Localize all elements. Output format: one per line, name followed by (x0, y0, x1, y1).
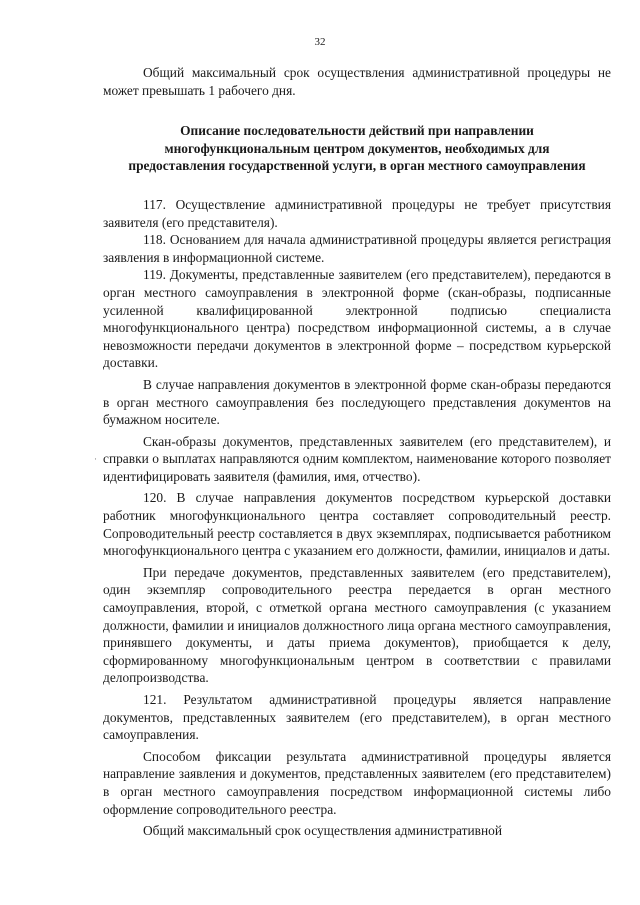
paragraph-transfer: При передаче документов, представленных заявителем (его представителем), один экземпляр сопроводительного реестра передается в орган местного самоуправления, второй, с отметкой органа местного самоуправления (с указанием должности, фамилии и инициалов должностного лица органа местного самоуправления, принявшего документы, и даты приема документов), приобщается к делу, сформированному многофункциональным центром в соответствии с правилами делопроизводства. (103, 564, 611, 686)
paragraph-electronic-form: В случае направления документов в электронной форме скан-образы передаются в орган местного самоуправления без последующего представления документов на бумажном носителе. (103, 376, 611, 428)
paragraph-intro: Общий максимальный срок осуществления административной процедуры не может превышать 1 рабочего дня. (103, 65, 611, 98)
paragraph-fixation-method: Способом фиксации результата административной процедуры является направление заявления и документов, представленных заявителем (его представителем) в орган местного самоуправления посредством информационной системы либо оформление сопроводительного реестра. (103, 748, 611, 817)
paragraph-119: 119. Документы, представленные заявителем (его представителем), передаются в орган местного самоуправления в электронной форме (скан-образы, подписанные усиленной квалифицированной электронной подписью специалиста многофункционального центра) посредством информационной системы, а в случае невозможности передачи документов в электронной форме – посредством курьерской доставки. (103, 267, 611, 371)
document-body (103, 64, 611, 840)
paragraph-scan-images: Скан-образы документов, представленных заявителем (его представителем), и справки о выплатах направляются одним комплектом, наименование которого позволяет идентифицировать заявителя (фамилия, имя, отчество). (103, 433, 611, 484)
paragraph-118: 118. Основанием для начала административной процедуры является регистрация заявления в информационной системе. (103, 232, 611, 265)
page-number: 32 (314, 36, 326, 48)
paragraph-121: 121. Результатом административной процедуры является направление документов, представленных заявителем (его представителем), в орган местного самоуправления. (103, 692, 611, 743)
section-heading: Описание последовательности действий при направлении многофункциональным центром документов, необходимых для предоставления государственной услуги, в орган местного самоуправления (128, 123, 586, 174)
paragraph-117: 117. Осуществление административной процедуры не требует присутствия заявителя (его представителя). (103, 196, 611, 230)
paragraph-120: 120. В случае направления документов посредством курьерской доставки работник многофункционального центра составляет сопроводительный реестр. Сопроводительный реестр составляется в двух экземплярах, подписывается работником многофункционального центра с указанием его должности, фамилии, инициалов и даты. (103, 490, 611, 559)
scan-mark: · (94, 454, 97, 464)
paragraph-max-term: Общий максимальный срок осуществления административной (143, 823, 503, 839)
